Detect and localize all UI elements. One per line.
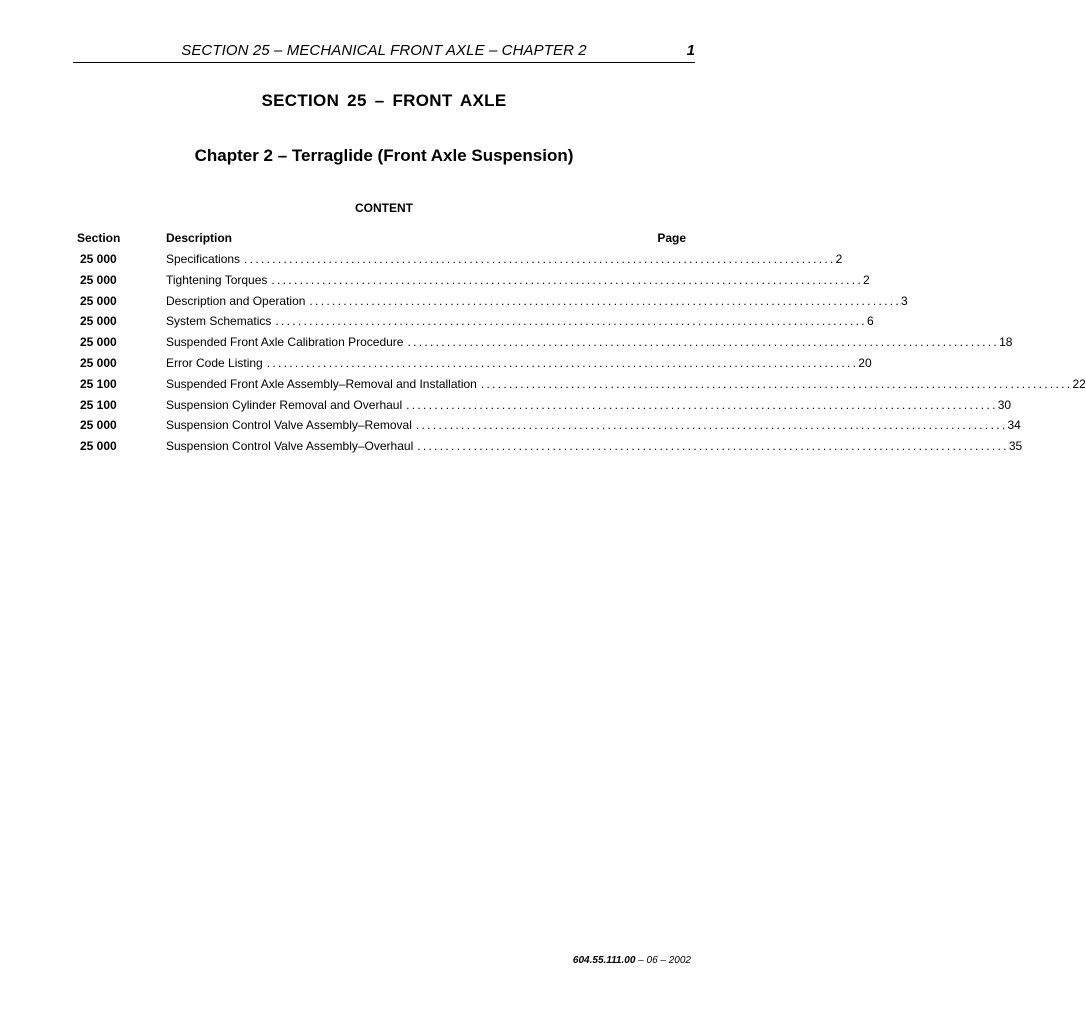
- toc-description[interactable]: Suspension Cylinder Removal and Overhaul: [166, 397, 403, 412]
- dot-leader: .........................................................................................................: [407, 335, 1000, 350]
- section-title: SECTION 25 – FRONT AXLE: [261, 91, 507, 110]
- document-code: 604.55.111.00: [572, 955, 636, 966]
- toc-section-number: 25 000: [80, 252, 117, 266]
- toc-description[interactable]: Tightening Torques: [166, 272, 268, 287]
- page-footer: [573, 955, 691, 966]
- toc-section-number: 25 100: [80, 376, 117, 391]
- dot-leader: .........................................................................................................: [271, 272, 863, 287]
- toc-header-description: Description: [166, 231, 233, 245]
- toc-row[interactable]: [0, 335, 1013, 356]
- toc-page-number: 30: [997, 397, 1012, 412]
- toc-description[interactable]: Suspended Front Axle Assembly–Removal and Installation: [166, 376, 477, 391]
- toc-row[interactable]: [0, 272, 870, 294]
- toc-row[interactable]: [0, 252, 843, 273]
- toc-header-section: Section: [77, 231, 121, 245]
- toc-section-number: 25 100: [80, 397, 117, 412]
- toc-page-number: 20: [858, 355, 872, 370]
- dot-leader: .........................................................................................................: [266, 355, 859, 370]
- table-of-contents: [0, 252, 1086, 460]
- dot-leader: .........................................................................................................: [417, 439, 1009, 454]
- toc-page-number: 18: [999, 335, 1013, 350]
- toc-description[interactable]: Suspended Front Axle Calibration Procedure: [166, 335, 404, 350]
- dot-leader: .........................................................................................................: [309, 293, 901, 308]
- toc-description[interactable]: Suspension Control Valve Assembly–Overhaul: [166, 439, 414, 454]
- toc-section-number: 25 000: [80, 418, 117, 433]
- toc-description[interactable]: Suspension Control Valve Assembly–Removal: [166, 418, 412, 433]
- toc-description[interactable]: System Schematics: [166, 314, 272, 329]
- toc-description[interactable]: Description and Operation: [166, 293, 306, 308]
- toc-section-number: 25 000: [80, 272, 117, 287]
- toc-page-number: 22: [1072, 376, 1086, 391]
- toc-section-number: 25 000: [80, 439, 117, 454]
- toc-row[interactable]: [0, 397, 1012, 419]
- toc-column-headers: [0, 231, 768, 246]
- document-date: – 06 – 2002: [635, 955, 691, 966]
- dot-leader: .........................................................................................................: [480, 376, 1073, 391]
- dot-leader: .........................................................................................................: [244, 252, 836, 266]
- toc-description[interactable]: Specifications: [166, 252, 241, 266]
- toc-page-number: 6: [866, 314, 874, 329]
- toc-section-number: 25 000: [80, 314, 117, 329]
- toc-page-number: 2: [835, 252, 843, 266]
- toc-row[interactable]: [0, 376, 1086, 398]
- toc-header-page: Page: [657, 231, 686, 245]
- toc-page-number: 34: [1007, 418, 1021, 433]
- page-number: 1: [686, 42, 695, 59]
- dot-leader: .........................................................................................................: [406, 397, 998, 412]
- toc-section-number: 25 000: [80, 355, 117, 370]
- toc-section-number: 25 000: [80, 335, 117, 350]
- toc-page-number: 2: [862, 272, 870, 287]
- toc-row[interactable]: [0, 418, 1021, 439]
- toc-description[interactable]: Error Code Listing: [166, 355, 263, 370]
- running-title: SECTION 25 – MECHANICAL FRONT AXLE – CHAPTER 2: [181, 42, 587, 59]
- toc-row[interactable]: [0, 293, 908, 315]
- dot-leader: .........................................................................................................: [415, 418, 1008, 433]
- toc-row[interactable]: [0, 355, 872, 377]
- toc-row[interactable]: [0, 439, 1023, 460]
- toc-page-number: 3: [901, 293, 908, 308]
- toc-section-number: 25 000: [80, 293, 117, 308]
- dot-leader: .........................................................................................................: [275, 314, 867, 329]
- chapter-title: Chapter 2 – Terraglide (Front Axle Suspension): [194, 146, 574, 165]
- running-header: [73, 42, 695, 63]
- toc-row[interactable]: [0, 314, 874, 335]
- toc-page-number: 35: [1008, 439, 1023, 454]
- content-heading: CONTENT: [355, 201, 413, 215]
